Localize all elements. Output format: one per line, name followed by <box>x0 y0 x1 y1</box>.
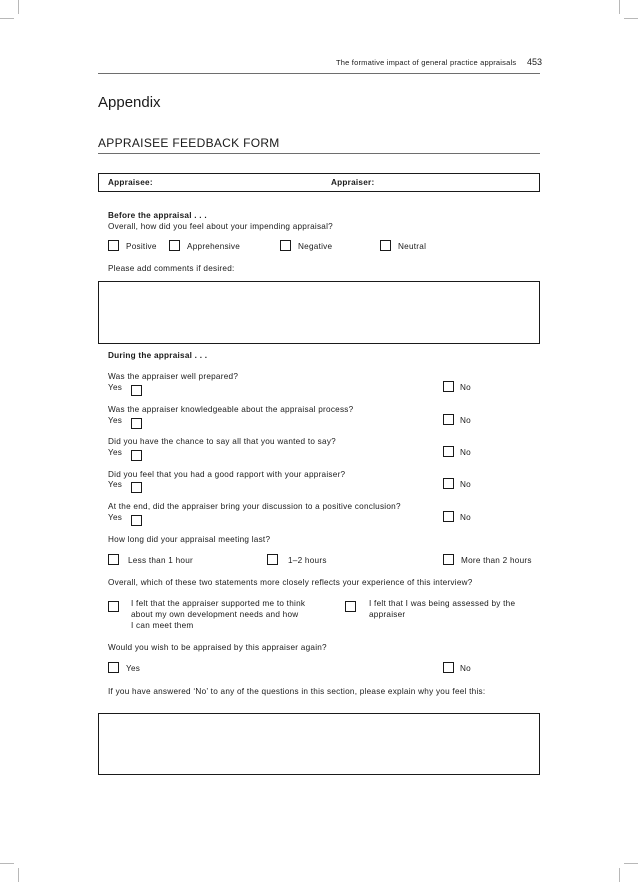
statement-a-line: about my own development needs and how <box>131 610 299 619</box>
form-title: APPRAISEE FEEDBACK FORM <box>98 136 280 150</box>
running-title: The formative impact of general practice appraisals <box>336 58 517 67</box>
checkbox-yes[interactable] <box>131 418 142 429</box>
no-label: No <box>460 383 471 392</box>
header-rule <box>98 73 540 74</box>
comments-box[interactable] <box>98 281 540 344</box>
explain-box[interactable] <box>98 713 540 775</box>
checkbox-statement-supported[interactable] <box>108 601 119 612</box>
yes-label: Yes <box>108 513 123 522</box>
checkbox-no[interactable] <box>443 478 454 489</box>
crop-mark <box>18 0 19 14</box>
checkbox-yes[interactable] <box>131 385 142 396</box>
checkbox-1-2-hours[interactable] <box>267 554 278 565</box>
crop-mark <box>18 868 19 882</box>
checkbox-neutral[interactable] <box>380 240 391 251</box>
yes-label: Yes <box>126 664 141 673</box>
checkbox-no[interactable] <box>443 414 454 425</box>
question-rapport: Did you feel that you had a good rapport with your appraiser? <box>108 470 346 479</box>
title-rule <box>98 153 540 154</box>
checkbox-yes[interactable] <box>131 482 142 493</box>
checkbox-again-yes[interactable] <box>108 662 119 673</box>
page-title: Appendix <box>98 94 161 111</box>
question-chance-to-say: Did you have the chance to say all that you wanted to say? <box>108 437 336 446</box>
statement-a-line: I felt that the appraiser supported me to think <box>131 599 306 608</box>
crop-mark <box>0 18 14 19</box>
no-label: No <box>460 448 471 457</box>
option-negative-label: Negative <box>298 242 333 251</box>
page-number: 453 <box>527 57 543 67</box>
checkbox-no[interactable] <box>443 446 454 457</box>
checkbox-no[interactable] <box>443 511 454 522</box>
no-label: No <box>460 416 471 425</box>
checkbox-apprehensive[interactable] <box>169 240 180 251</box>
statement-b-line: I felt that I was being assessed by the <box>369 599 516 608</box>
explain-prompt: If you have answered ‘No’ to any of the questions in this section, please explain why you feel this: <box>108 687 486 696</box>
crop-mark <box>0 863 14 864</box>
checkbox-no[interactable] <box>443 381 454 392</box>
comments-prompt: Please add comments if desired: <box>108 264 235 273</box>
before-heading: Before the appraisal . . . <box>108 211 207 220</box>
statement-b-line: appraiser <box>369 610 406 619</box>
no-label: No <box>460 513 471 522</box>
crop-mark <box>619 868 620 882</box>
checkbox-again-no[interactable] <box>443 662 454 673</box>
question-knowledgeable: Was the appraiser knowledgeable about the appraisal process? <box>108 405 354 414</box>
question-prepared: Was the appraiser well prepared? <box>108 372 239 381</box>
yes-label: Yes <box>108 480 123 489</box>
yes-label: Yes <box>108 448 123 457</box>
checkbox-positive[interactable] <box>108 240 119 251</box>
option-neutral-label: Neutral <box>398 242 427 251</box>
crop-mark <box>624 18 638 19</box>
yes-label: Yes <box>108 383 123 392</box>
checkbox-statement-assessed[interactable] <box>345 601 356 612</box>
question-positive-conclusion: At the end, did the appraiser bring your discussion to a positive conclusion? <box>108 502 401 511</box>
no-label: No <box>460 480 471 489</box>
checkbox-yes[interactable] <box>131 450 142 461</box>
crop-mark <box>624 863 638 864</box>
statement-a-line: I can meet them <box>131 621 194 630</box>
yes-label: Yes <box>108 416 123 425</box>
checkbox-less-than-1-hour[interactable] <box>108 554 119 565</box>
appraiser-label: Appraiser: <box>331 178 375 187</box>
length-option-label: More than 2 hours <box>461 556 532 565</box>
option-positive-label: Positive <box>126 242 157 251</box>
no-label: No <box>460 664 471 673</box>
again-question: Would you wish to be appraised by this appraiser again? <box>108 643 327 652</box>
crop-mark <box>619 0 620 14</box>
length-question: How long did your appraisal meeting last? <box>108 535 271 544</box>
names-box <box>98 173 540 192</box>
checkbox-negative[interactable] <box>280 240 291 251</box>
checkbox-more-than-2-hours[interactable] <box>443 554 454 565</box>
during-heading: During the appraisal . . . <box>108 351 208 360</box>
appraisee-label: Appraisee: <box>108 178 153 187</box>
option-apprehensive-label: Apprehensive <box>187 242 241 251</box>
statement-question: Overall, which of these two statements more closely reflects your experience of this interview? <box>108 578 473 587</box>
checkbox-yes[interactable] <box>131 515 142 526</box>
before-question: Overall, how did you feel about your impending appraisal? <box>108 222 333 231</box>
length-option-label: Less than 1 hour <box>128 556 193 565</box>
length-option-label: 1–2 hours <box>288 556 327 565</box>
